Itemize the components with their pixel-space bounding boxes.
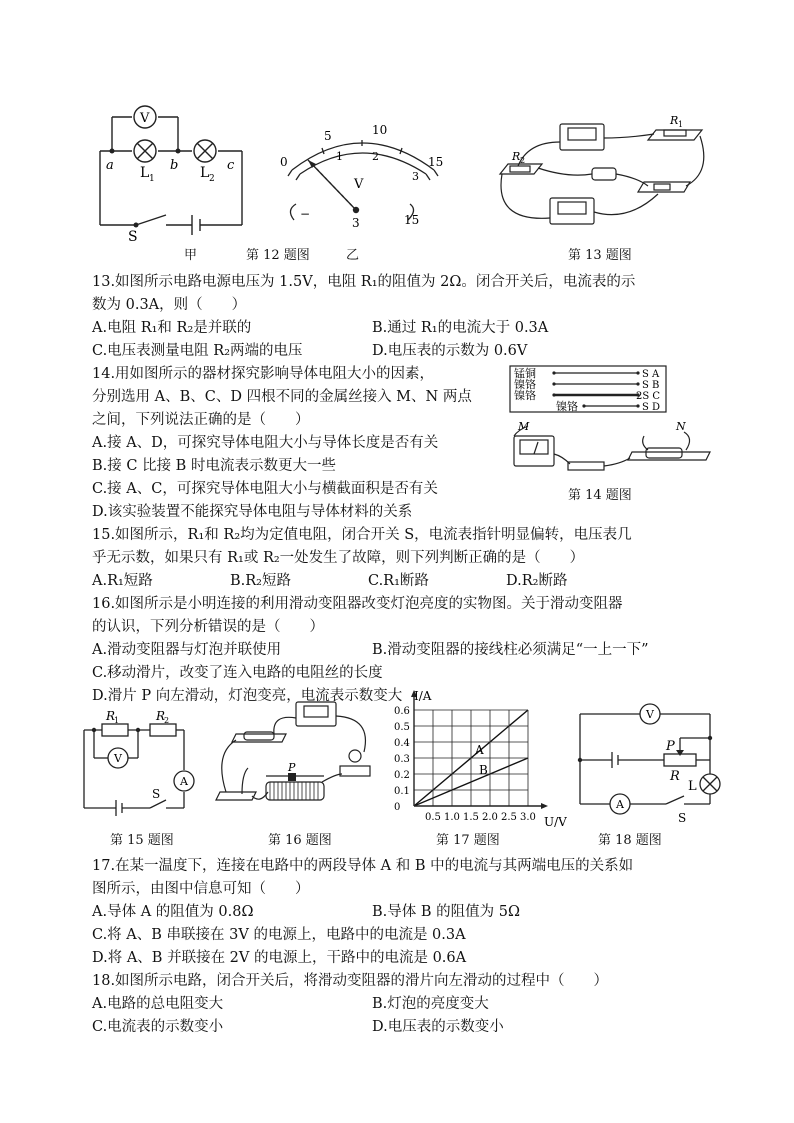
dial-tick-2: 2 [372,150,379,163]
chart-y-tick-label: 0.1 [394,786,410,797]
caption-yi: 乙 [346,248,360,263]
dial-tick-0: 0 [280,155,288,169]
chart-y-tick-label: 0 [394,802,401,813]
figure-12-voltmeter-dial-yi [272,118,452,236]
figure-14-wire-board [508,364,712,482]
fig18-ammeter-label: A [616,798,624,811]
q14-stem-line-1: 14.用如图所示的器材探究影响导体电阻大小的因素， [92,366,435,382]
clip-n-label: N [676,420,686,433]
fig15-r2-label: R [156,709,166,723]
dial-terminal-15: 15 [404,213,420,227]
wire-2-material: 镍铬 [514,378,536,391]
chart-x-axis-label: U/V [544,815,567,829]
jia-lamp1-label: L [140,165,150,181]
caption-q15: 第 15 题图 [110,833,174,848]
q17-option-a: A.导体 A 的阻值为 0.8Ω [92,904,254,920]
fig15-voltmeter-label: V [114,752,122,765]
fig13-r1-sub: 1 [678,120,684,129]
q17-option-b: B.导体 B 的阻值为 5Ω [372,904,520,920]
fig16-slider-p-label: P [288,761,296,774]
chart-x-tick-label: 1.5 [463,812,479,823]
wire-1-tag: S A [642,369,660,380]
wire-1-material: 锰铜 [514,367,536,380]
chart-x-tick-label: 3.0 [520,812,536,823]
caption-jia: 甲 [184,248,198,263]
q15-option-a: A.R₁短路 [92,573,153,589]
q15-stem-line-2: 乎无示数，如果只有 R₁或 R₂一处发生了故障，则下列判断正确的是（ ） [92,550,585,566]
fig15-r2-sub: 2 [164,716,170,725]
fig18-switch-label: S [678,811,687,825]
q17-stem-line-1: 17.在某一温度下，连接在电路中的两段导体 A 和 B 中的电流与其两端电压的关系如 [92,858,634,874]
q13-stem-line-2: 数为 0.3A，则（ ） [92,297,247,313]
dial-tick-10: 10 [372,123,388,137]
figure-18-circuit [574,700,714,825]
chart-x-tick-label: 2.5 [501,812,517,823]
dial-terminal-3: 3 [352,216,360,230]
q14-option-b: B.接 C 比接 B 时电流表示数更大一些 [92,458,336,474]
q15-option-d: D.R₂断路 [506,573,568,589]
q15-option-b: B.R₂短路 [230,573,291,589]
chart-x-tick-label: 0.5 [425,812,441,823]
q18-option-d: D.电压表的示数变小 [372,1019,504,1035]
dial-tick-15: 15 [428,155,444,169]
jia-voltmeter-label: V [140,111,150,126]
figure-12-circuit-jia [96,103,246,245]
dial-tick-1: 1 [336,150,343,163]
fig15-r1-label: R [106,709,116,723]
fig13-r2-label: R [512,150,521,163]
caption-q14: 第 14 题图 [568,488,632,503]
q16-stem-line-2: 的认识，下列分析错误的是（ ） [92,619,324,635]
chart-y-axis-label: I/A [414,689,432,703]
series-a-label: A [475,743,484,757]
chart-x-tick-label: 2.0 [482,812,498,823]
jia-lamp1-sub: 1 [149,174,155,184]
q13-option-b: B.通过 R₁的电流大于 0.3A [372,320,549,336]
caption-q16: 第 16 题图 [268,833,332,848]
jia-switch-label: S [128,229,138,245]
q14-option-a: A.接 A、D，可探究导体电阻大小与导体长度是否有关 [92,435,439,451]
q14-option-c: C.接 A、C，可探究导体电阻大小与横截面积是否有关 [92,481,438,497]
jia-point-b: b [170,158,179,173]
q16-option-b: B.滑动变阻器的接线柱必须满足“一上一下” [372,642,649,658]
chart-y-tick-label: 0.2 [394,770,410,781]
q13-option-c: C.电压表测量电阻 R₂两端的电压 [92,343,303,359]
fig18-slider-p-label: P [666,739,675,754]
fig18-lamp-l-label: L [688,779,697,794]
jia-lamp2-label: L [200,165,210,181]
caption-q18: 第 18 题图 [598,833,662,848]
figure-13-apparatus [488,112,714,238]
q18-option-b: B.灯泡的亮度变大 [372,996,489,1012]
q13-option-d: D.电压表的示数为 0.6V [372,343,528,359]
chart-y-tick-label: 0.4 [394,738,410,749]
q13-option-a: A.电阻 R₁和 R₂是并联的 [92,320,252,336]
wire-3-material: 镍铬 [514,389,536,402]
caption-q13: 第 13 题图 [568,248,632,263]
figure-16-apparatus [212,694,380,818]
fig18-rheostat-r-label: R [670,769,680,784]
q13-stem-line-1: 13.如图所示电路电源电压为 1.5V，电阻 R₁的阻值为 2Ω。闭合开关后，电流表的示 [92,274,636,290]
fig15-r1-sub: 1 [114,716,120,725]
q18-stem-line-1: 18.如图所示电路，闭合开关后，将滑动变阻器的滑片向左滑动的过程中（ ） [92,973,609,989]
fig13-r2-sub: 2 [520,156,526,165]
clip-m-label: M [518,420,530,433]
chart-y-tick-label: 0.6 [394,706,410,717]
q16-option-c: C.移动滑片，改变了连入电路的电阻丝的长度 [92,665,383,681]
series-b-label: B [479,763,488,777]
wire-3-tag: 2S C [636,391,661,402]
wire-4-tag: S D [642,402,661,413]
chart-y-tick-label: 0.3 [394,754,410,765]
dial-tick-5: 5 [324,129,332,143]
fig15-ammeter-label: A [180,775,188,788]
q15-option-c: C.R₁断路 [368,573,429,589]
q17-option-d: D.将 A、B 并联接在 2V 的电源上，干路中的电流是 0.6A [92,950,467,966]
caption-q12: 第 12 题图 [246,248,310,263]
fig15-switch-label: S [152,787,161,801]
caption-q17: 第 17 题图 [436,833,500,848]
figure-17-iu-chart [384,688,567,832]
q15-stem-line-1: 15.如图所示，R₁和 R₂均为定值电阻，闭合开关 S，电流表指针明显偏转，电压表几 [92,527,632,543]
jia-point-a: a [106,158,114,173]
q17-option-c: C.将 A、B 串联接在 3V 的电源上，电路中的电流是 0.3A [92,927,466,943]
wire-2-tag: S B [642,380,660,391]
q14-option-d: D.该实验装置不能探究导体电阻与导体材料的关系 [92,504,413,520]
fig18-voltmeter-label: V [646,708,654,721]
jia-lamp2-sub: 2 [209,174,215,184]
jia-point-c: c [227,158,235,173]
q16-option-d: D.滑片 P 向左滑动，灯泡变亮，电流表示数变大 [92,688,403,704]
q17-stem-line-2: 图所示，由图中信息可知（ ） [92,881,310,897]
dial-terminal-minus: − [300,207,311,221]
q18-option-a: A.电路的总电阻变大 [92,996,224,1012]
dial-unit-v: V [354,177,364,192]
q18-option-c: C.电流表的示数变小 [92,1019,224,1035]
dial-tick-3: 3 [412,170,419,183]
q16-option-a: A.滑动变阻器与灯泡并联使用 [92,642,282,658]
q16-stem-line-1: 16.如图所示是小明连接的利用滑动变阻器改变灯泡亮度的实物图。关于滑动变阻器 [92,596,623,612]
fig13-r1-label: R [670,114,679,127]
q14-stem-line-3: 之间，下列说法正确的是（ ） [92,412,310,428]
chart-x-tick-label: 1.0 [444,812,460,823]
q14-stem-line-2: 分别选用 A、B、C、D 四根不同的金属丝接入 M、N 两点 [92,389,472,405]
chart-y-tick-label: 0.5 [394,722,410,733]
figure-15-circuit [80,709,204,816]
wire-4-material: 镍铬 [556,400,578,413]
